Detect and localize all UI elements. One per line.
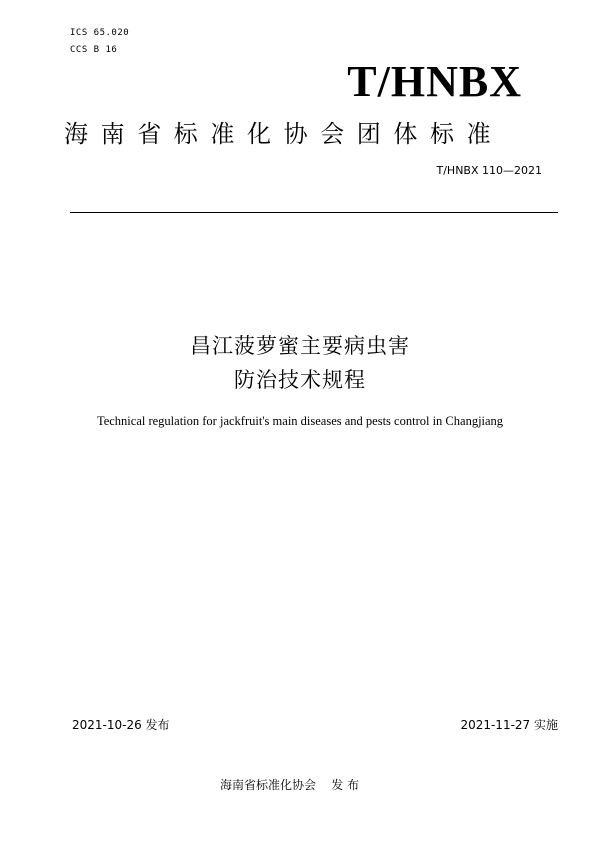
ics-code: ICS 65.020: [70, 28, 130, 38]
document-title-line-1: 昌江菠萝蜜主要病虫害: [190, 334, 410, 358]
header-divider: [70, 212, 558, 213]
standard-number: T/HNBX 110—2021: [436, 164, 542, 177]
publish-date: 2021-10-26 发布: [72, 718, 170, 732]
document-title-line-2: 防治技术规程: [234, 368, 366, 392]
ccs-code: CCS B 16: [70, 45, 118, 55]
standard-brand: T/HNBX: [347, 57, 522, 106]
implement-date: 2021-11-27 实施: [460, 718, 558, 732]
document-title-english: Technical regulation for jackfruit's main diseases and pests control in Changjiang: [96, 414, 504, 428]
organization-title: 海南省标准化协会团体标准: [64, 120, 504, 148]
publisher: 海南省标准化协会 发 布: [220, 778, 360, 792]
